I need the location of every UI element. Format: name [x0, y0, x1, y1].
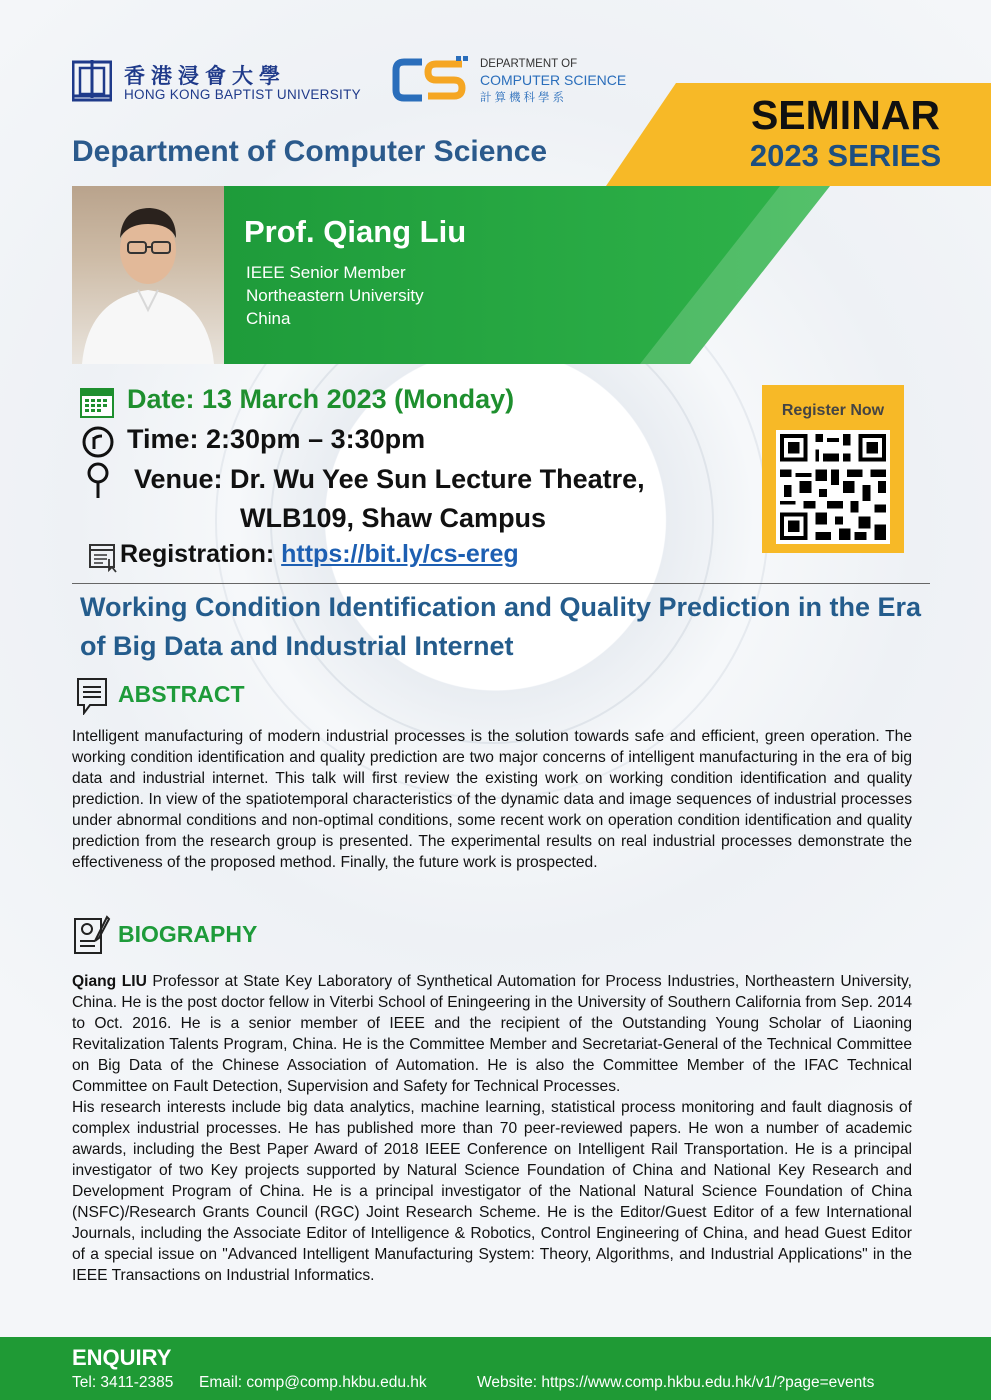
- dept-label: DEPARTMENT OF: [480, 58, 578, 70]
- speaker-affiliation: Northeastern University: [246, 286, 424, 305]
- speaker-name: Prof. Qiang Liu: [244, 214, 467, 249]
- speaker-photo: [72, 186, 224, 364]
- university-name: HONG KONG BAPTIST UNIVERSITY: [124, 87, 361, 102]
- biography-document-icon: [73, 915, 111, 955]
- biography-heading: BIOGRAPHY: [118, 921, 258, 947]
- dept-label-chinese: 計算機科學系: [480, 90, 567, 104]
- talk-title: Working Condition Identification and Quality Prediction in the Era of Big Data and Industrial Internet: [80, 592, 922, 661]
- seminar-heading: SEMINAR: [750, 92, 941, 138]
- series-heading: 2023 SERIES: [749, 138, 942, 173]
- event-venue-line2: WLB109, Shaw Campus: [240, 503, 547, 533]
- dept-label-name: COMPUTER SCIENCE: [480, 72, 627, 88]
- biography-para1: Professor at State Key Laboratory of Synthetical Automation for Process Industries, Northeastern University, China. He is the post doctor fellow in Viterbi School of Eningeering in the University of Southern California from Sep. 2014 to Oct. 2016. He is a senior member of IEEE and the recipient of the Outstanding Young Scholar of Liaoning Revitalization Talents Program, China. He is the Committee Member and Secretariat-General of the Technical Committee on Big Data of the Chinese Association of Automation. He is also the Committee Member of the IFAC Technical Committee on Fault Detection, Supervision and Safety for Technical Processes.: [72, 973, 913, 1095]
- abstract-heading: ABSTRACT: [118, 681, 245, 707]
- registration-link[interactable]: https://bit.ly/cs-ereg: [281, 540, 519, 568]
- clock-icon: [81, 425, 115, 459]
- event-date: Date: 13 March 2023 (Monday): [127, 384, 515, 414]
- registration-line: [120, 540, 519, 569]
- enquiry-phone: Tel: 3411-2385: [72, 1374, 174, 1391]
- biography-name: Qiang LIU: [72, 973, 147, 990]
- hkbu-logo-icon: [72, 58, 112, 102]
- qr-code-icon[interactable]: [776, 430, 890, 544]
- event-time: Time: 2:30pm – 3:30pm: [127, 424, 426, 454]
- registration-label: Registration:: [120, 540, 275, 568]
- cs-department-logo-icon: [392, 56, 468, 104]
- biography-text: [72, 971, 912, 1286]
- enquiry-email[interactable]: Email: comp@comp.hkbu.edu.hk: [199, 1374, 427, 1391]
- divider: [72, 583, 930, 584]
- registration-form-icon: [89, 543, 119, 573]
- biography-para2: His research interests include big data analytics, machine learning, statistical process monitoring and fault diagnosis of complex industrial processes. He has published more than 70 peer-reviewed papers. He won a number of academic awards, including the Best Paper Award of 2018 IEEE Conference on Intelligent Rail Transportation. He is a principal investigator of two Key projects supported by Natural Science Foundation of China and National Key Research and Development Program of China. He is a principal investigator of the National Natural Science Foundation of China (NSFC)/Research Grants Council (RGC) Joint Research Scheme. He is the Editor/Guest Editor of a few International Journals, including the Associate Editor of Intelligence & Robotics, Control Engineering of China, and head Guest Editor of a special issue on "Advanced Intelligent Manufacturing System: Theory, Algorithms, and Industrial Applications" in the IEEE Transactions on Industrial Informatics.: [72, 1099, 912, 1284]
- register-now-label: Register Now: [781, 402, 885, 419]
- page-title: Department of Computer Science: [72, 135, 548, 168]
- event-venue: Venue: Dr. Wu Yee Sun Lecture Theatre,: [134, 464, 645, 494]
- speaker-portrait-icon: [72, 186, 224, 364]
- calendar-icon: [80, 386, 114, 418]
- university-name-chinese: 香港浸會大學: [124, 64, 286, 88]
- location-pin-icon: [86, 462, 110, 500]
- speech-bubble-icon: [76, 677, 108, 715]
- speaker-affiliation: China: [246, 309, 291, 328]
- enquiry-heading: ENQUIRY: [72, 1345, 172, 1370]
- speaker-affiliation: IEEE Senior Member: [246, 263, 406, 282]
- enquiry-website[interactable]: Website: https://www.comp.hkbu.edu.hk/v1/?page=events: [477, 1374, 875, 1391]
- abstract-text: Intelligent manufacturing of modern industrial processes is the solution towards safe and efficient, green operation. The working condition identification and quality prediction are two major concerns of intelligent manufacturing in the era of big data and industrial internet. This talk will first review the existing work on working condition identification and quality prediction. In view of the spatiotemporal characteristics of the dynamic data and image sequences of industrial processes under abnormal conditions and non-optimal conditions, some recent work on operation condition identification and quality prediction from the research group is presented. The experimental results on real industrial processes demonstrate the effectiveness of the proposed method. Finally, the future work is prospected.: [72, 728, 912, 871]
